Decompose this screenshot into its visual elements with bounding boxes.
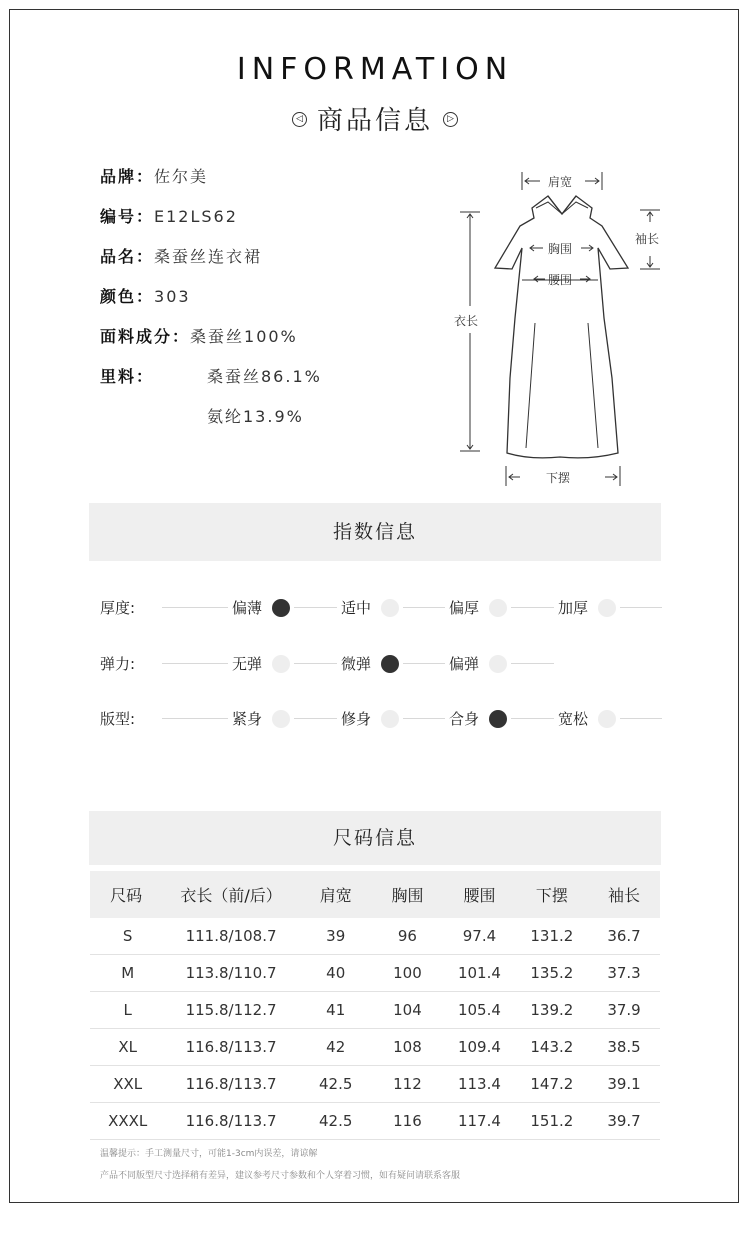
index-option-no-stretch bbox=[228, 653, 294, 675]
size-cell: 117.4 bbox=[443, 1103, 515, 1140]
info-label: 里料： bbox=[100, 367, 155, 386]
size-cell: 101.4 bbox=[443, 955, 515, 992]
size-header-cell: 腰围 bbox=[443, 871, 515, 918]
size-cell: 37.3 bbox=[588, 955, 660, 992]
index-option-label: 加厚 bbox=[558, 599, 589, 617]
index-row-thickness bbox=[100, 597, 660, 619]
size-table-header bbox=[90, 871, 660, 918]
size-cell: 115.8/112.7 bbox=[162, 992, 299, 1029]
index-row-elasticity bbox=[100, 653, 660, 675]
size-cell: 116.8/113.7 bbox=[162, 1066, 299, 1103]
size-cell: 112 bbox=[372, 1066, 444, 1103]
index-option-tight bbox=[228, 708, 294, 730]
size-cell: 96 bbox=[372, 918, 444, 955]
size-cell: 151.2 bbox=[516, 1103, 588, 1140]
size-cell: 116.8/113.7 bbox=[162, 1029, 299, 1066]
title-english: INFORMATION bbox=[236, 52, 514, 87]
info-row-lining bbox=[100, 364, 322, 387]
info-value: 佐尔美 bbox=[154, 167, 209, 186]
title-chinese bbox=[0, 100, 750, 137]
index-dot bbox=[489, 655, 507, 673]
index-dot bbox=[381, 599, 399, 617]
index-option-label: 修身 bbox=[341, 710, 372, 728]
left-arrow-icon: ◁ bbox=[292, 112, 307, 127]
index-section-title: 指数信息 bbox=[89, 503, 661, 561]
index-dot-selected bbox=[272, 599, 290, 617]
info-label: 面料成分： bbox=[100, 327, 191, 346]
table-row bbox=[90, 992, 660, 1029]
size-cell: 36.7 bbox=[588, 918, 660, 955]
size-cell: 39.7 bbox=[588, 1103, 660, 1140]
index-option-label: 紧身 bbox=[232, 710, 263, 728]
size-cell: 40 bbox=[300, 955, 372, 992]
index-dot bbox=[489, 599, 507, 617]
size-cell: XL bbox=[90, 1029, 162, 1066]
diagram-label-chest: 胸围 bbox=[548, 242, 573, 256]
size-cell: 39.1 bbox=[588, 1066, 660, 1103]
index-option-label: 偏弹 bbox=[449, 655, 480, 673]
index-option-regular bbox=[445, 708, 511, 730]
size-cell: XXL bbox=[90, 1066, 162, 1103]
index-option-label: 宽松 bbox=[558, 710, 589, 728]
index-option-label: 合身 bbox=[449, 710, 480, 728]
index-row-label: 版型: bbox=[100, 710, 136, 728]
info-value: 氨纶13.9% bbox=[207, 407, 304, 426]
index-dot-selected bbox=[489, 710, 507, 728]
info-row-lining-2 bbox=[207, 404, 304, 427]
index-option-stretchy bbox=[445, 653, 511, 675]
size-cell: 139.2 bbox=[516, 992, 588, 1029]
index-option-label: 偏薄 bbox=[232, 599, 263, 617]
table-row bbox=[90, 955, 660, 992]
size-cell: 131.2 bbox=[516, 918, 588, 955]
size-cell: 42.5 bbox=[300, 1066, 372, 1103]
size-cell: 147.2 bbox=[516, 1066, 588, 1103]
size-cell: 42.5 bbox=[300, 1103, 372, 1140]
index-dot-selected bbox=[381, 655, 399, 673]
index-option-thin bbox=[228, 597, 294, 619]
dress-measurement-diagram bbox=[440, 168, 680, 498]
index-dot bbox=[272, 710, 290, 728]
size-header-cell: 肩宽 bbox=[300, 871, 372, 918]
size-cell: 111.8/108.7 bbox=[162, 918, 299, 955]
index-row-fit bbox=[100, 708, 660, 730]
size-cell: 109.4 bbox=[443, 1029, 515, 1066]
info-row-color bbox=[100, 284, 191, 307]
index-option-extra-thick bbox=[554, 597, 620, 619]
size-cell: 116 bbox=[372, 1103, 444, 1140]
index-option-thick bbox=[445, 597, 511, 619]
size-cell: 135.2 bbox=[516, 955, 588, 992]
index-option-loose bbox=[554, 708, 620, 730]
size-header-cell: 衣长（前/后） bbox=[162, 871, 299, 918]
info-value: 303 bbox=[154, 287, 191, 306]
index-dot bbox=[598, 599, 616, 617]
info-label: 品牌： bbox=[100, 167, 155, 186]
size-cell: 37.9 bbox=[588, 992, 660, 1029]
size-cell: 41 bbox=[300, 992, 372, 1029]
index-dot bbox=[598, 710, 616, 728]
diagram-label-shoulder: 肩宽 bbox=[548, 175, 573, 189]
title-chinese-text: 商品信息 bbox=[316, 106, 433, 136]
diagram-label-length: 衣长 bbox=[454, 314, 479, 328]
table-row bbox=[90, 1103, 660, 1140]
size-cell: 39 bbox=[300, 918, 372, 955]
index-option-medium bbox=[337, 597, 403, 619]
index-option-label: 偏厚 bbox=[449, 599, 480, 617]
right-arrow-icon: ▷ bbox=[443, 112, 458, 127]
index-option-label: 适中 bbox=[341, 599, 372, 617]
size-cell: 143.2 bbox=[516, 1029, 588, 1066]
size-cell: XXXL bbox=[90, 1103, 162, 1140]
info-row-code bbox=[100, 204, 238, 227]
size-cell: 97.4 bbox=[443, 918, 515, 955]
size-cell: 42 bbox=[300, 1029, 372, 1066]
diagram-label-sleeve: 袖长 bbox=[635, 232, 660, 246]
size-table-body bbox=[90, 918, 660, 1140]
index-dot bbox=[381, 710, 399, 728]
index-option-slim bbox=[337, 708, 403, 730]
size-cell: 105.4 bbox=[443, 992, 515, 1029]
diagram-label-hem: 下摆 bbox=[546, 471, 571, 485]
size-cell: 108 bbox=[372, 1029, 444, 1066]
size-header-cell: 胸围 bbox=[372, 871, 444, 918]
size-table bbox=[90, 871, 660, 1140]
info-row-brand bbox=[100, 164, 208, 187]
size-header-cell: 袖长 bbox=[588, 871, 660, 918]
size-cell: L bbox=[90, 992, 162, 1029]
index-row-label: 厚度: bbox=[100, 599, 136, 617]
table-row bbox=[90, 1066, 660, 1103]
size-header-cell: 下摆 bbox=[516, 871, 588, 918]
size-cell: 100 bbox=[372, 955, 444, 992]
index-option-slight-stretch bbox=[337, 653, 403, 675]
info-value: 桑蚕丝100% bbox=[190, 327, 298, 346]
table-row bbox=[90, 1029, 660, 1066]
info-row-fabric bbox=[100, 324, 298, 347]
note-measurement: 温馨提示：手工测量尺寸，可能1-3cm内误差，请谅解 bbox=[100, 1149, 318, 1159]
info-value: E12LS62 bbox=[154, 207, 238, 226]
size-cell: 38.5 bbox=[588, 1029, 660, 1066]
info-label: 颜色： bbox=[100, 287, 155, 306]
dress-diagram-svg bbox=[440, 168, 680, 498]
size-cell: S bbox=[90, 918, 162, 955]
index-dot bbox=[272, 655, 290, 673]
table-row bbox=[90, 918, 660, 955]
index-option-label: 微弹 bbox=[341, 655, 372, 673]
size-cell: 104 bbox=[372, 992, 444, 1029]
size-cell: M bbox=[90, 955, 162, 992]
size-cell: 113.8/110.7 bbox=[162, 955, 299, 992]
note-fit: 产品不同版型尺寸选择稍有差异，建议参考尺寸参数和个人穿着习惯，如有疑问请联系客服 bbox=[100, 1171, 461, 1181]
size-cell: 113.4 bbox=[443, 1066, 515, 1103]
info-value: 桑蚕丝连衣裙 bbox=[154, 247, 263, 266]
size-cell: 116.8/113.7 bbox=[162, 1103, 299, 1140]
info-value: 桑蚕丝86.1% bbox=[207, 367, 322, 386]
diagram-label-waist: 腰围 bbox=[548, 273, 573, 287]
info-label: 编号： bbox=[100, 207, 155, 226]
info-label: 品名： bbox=[100, 247, 155, 266]
info-row-name bbox=[100, 244, 262, 267]
size-header-cell: 尺码 bbox=[90, 871, 162, 918]
size-section-title: 尺码信息 bbox=[89, 811, 661, 865]
index-row-label: 弹力: bbox=[100, 655, 136, 673]
index-option-label: 无弹 bbox=[232, 655, 263, 673]
